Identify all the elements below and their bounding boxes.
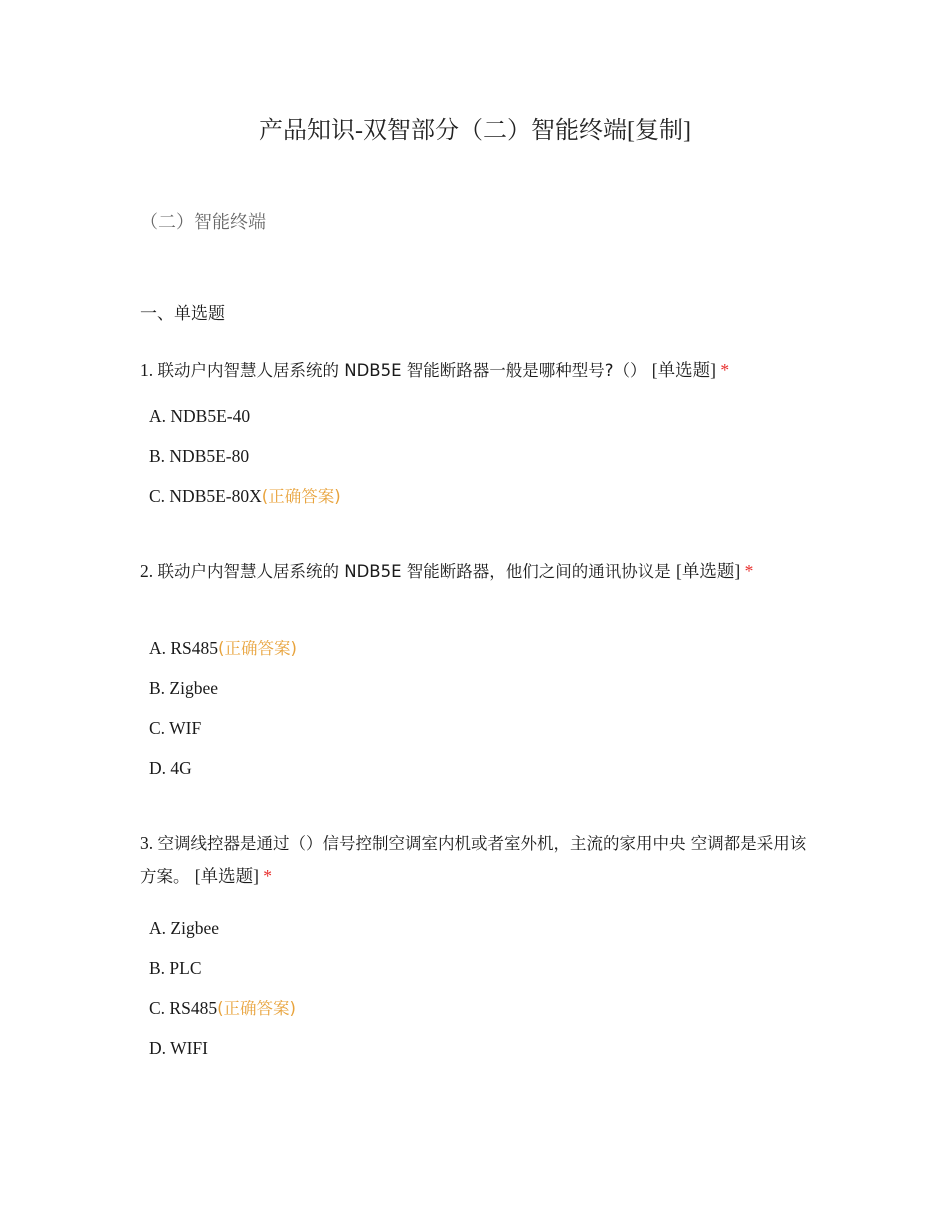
option-a[interactable]	[149, 404, 250, 428]
option-label: B. NDB5E-80	[149, 446, 250, 466]
option-label: C. WIF	[149, 718, 202, 738]
option-b[interactable]	[149, 956, 202, 980]
option-label: C. RS485	[149, 998, 218, 1018]
question-text	[140, 827, 810, 893]
option-label: D. WIFI	[149, 1038, 208, 1058]
option-label: B. PLC	[149, 958, 202, 978]
question-number: 2.	[140, 561, 158, 581]
question-body: 空调线控器是通过（）信号控制空调室内机或者室外机，主流的家用中央 空调都是采用该方案。	[140, 834, 807, 886]
section-heading: 一、单选题	[140, 304, 225, 324]
correct-answer-mark: (正确答案)	[218, 639, 297, 658]
question-text	[140, 555, 810, 588]
question-type: [单选题]	[651, 360, 721, 380]
page-subtitle: （二）智能终端	[140, 212, 266, 233]
question-type: [单选题]	[194, 866, 264, 886]
option-a[interactable]	[149, 636, 297, 661]
option-c[interactable]	[149, 716, 201, 740]
question-type: [单选题]	[676, 561, 745, 581]
option-d[interactable]	[149, 1036, 208, 1060]
option-label: A. Zigbee	[149, 918, 219, 938]
option-c[interactable]	[149, 484, 341, 509]
option-b[interactable]	[149, 444, 249, 468]
correct-answer-mark: (正确答案)	[217, 999, 296, 1018]
option-d[interactable]	[149, 756, 192, 780]
option-a[interactable]	[149, 916, 219, 940]
option-label: A. NDB5E-40	[149, 406, 251, 426]
option-label: B. Zigbee	[149, 678, 219, 698]
required-star: *	[720, 360, 730, 380]
option-label: A. RS485	[149, 638, 219, 658]
question-number: 1.	[140, 360, 158, 380]
option-c[interactable]	[149, 996, 296, 1021]
question-text	[140, 354, 810, 387]
option-label: C. NDB5E-80X	[149, 486, 262, 506]
required-star: *	[263, 866, 273, 886]
question-body: 联动户内智慧人居系统的 NDB5E 智能断路器，他们之间的通讯协议是	[157, 562, 677, 581]
question-number: 3.	[140, 833, 158, 853]
page-title: 产品知识-双智部分（二）智能终端[复制]	[259, 118, 691, 144]
option-b[interactable]	[149, 676, 218, 700]
question-body: 联动户内智慧人居系统的 NDB5E 智能断路器一般是哪种型号?（）	[157, 361, 652, 380]
correct-answer-mark: (正确答案)	[261, 487, 341, 506]
required-star: *	[744, 561, 754, 581]
option-label: D. 4G	[149, 758, 192, 778]
